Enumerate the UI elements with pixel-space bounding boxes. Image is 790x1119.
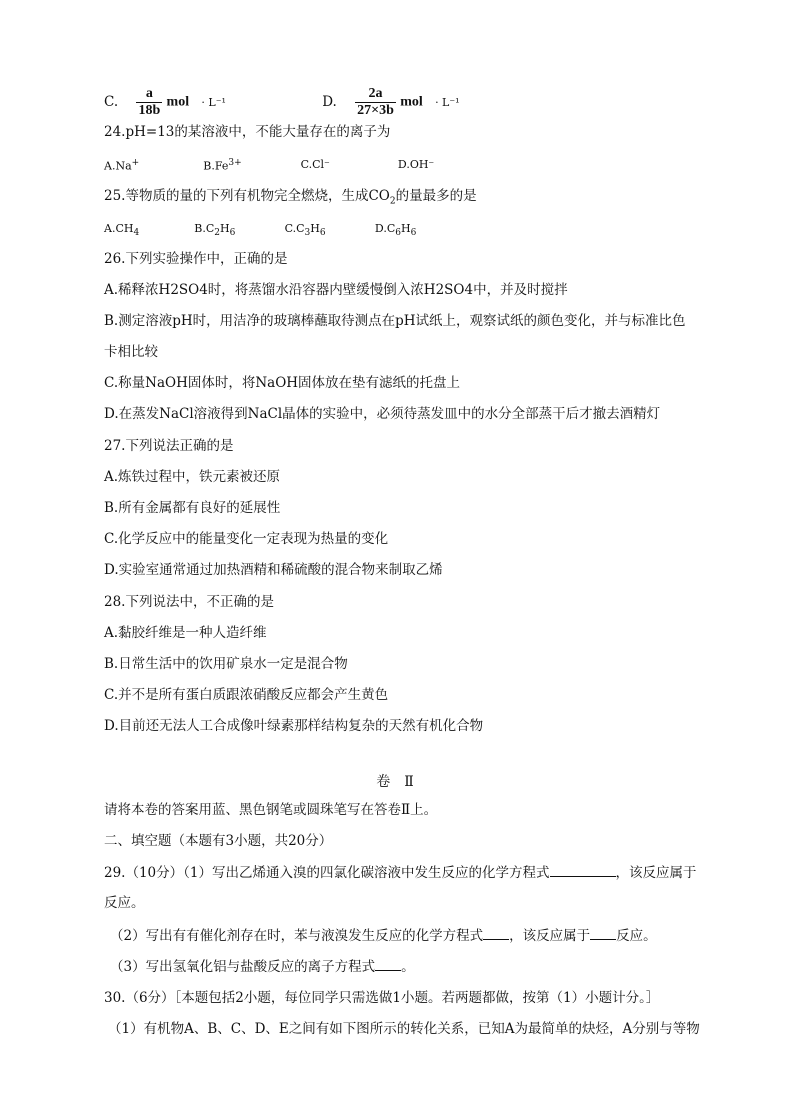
q29-line1 <box>104 862 697 883</box>
subscript: 6 <box>395 228 401 239</box>
unit-suffix: · L⁻¹ <box>435 95 460 109</box>
q26-stem: 26.下列实验操作中，正确的是 <box>104 251 288 267</box>
subscript: 2 <box>389 196 396 207</box>
q25-options <box>104 219 416 243</box>
q30-line2: （1）有机物A、B、C、D、E之间有如下图所示的转化关系，已知A为最简单的炔烃，A分别与等物 <box>108 1021 700 1037</box>
answer-blank[interactable] <box>590 925 616 940</box>
section-title: 卷 Ⅱ <box>376 774 414 790</box>
option-text: A.CH <box>104 222 134 235</box>
q27-option-d: D.实验室通常通过加热酒精和稀硫酸的混合物来制取乙烯 <box>104 562 443 578</box>
q28-option-c: C.并不是所有蛋白质跟浓硝酸反应都会产生黄色 <box>104 687 389 703</box>
q24-option-a <box>104 153 199 177</box>
question-text: ，该反应属于 <box>615 865 697 881</box>
part-heading: 二、填空题（本题有3小题，共20分） <box>104 833 333 849</box>
q27-stem: 27.下列说法正确的是 <box>104 438 234 454</box>
q23-option-d <box>322 86 459 119</box>
stem-text: 25.等物质的量的下列有机物完全燃烧，生成CO <box>104 188 390 204</box>
option-label: D. <box>322 94 337 110</box>
option-label: C. <box>104 94 119 110</box>
q25-option-d <box>375 219 416 243</box>
q27-option-a: A.炼铁过程中，铁元素被还原 <box>104 469 281 485</box>
question-text: （3）写出氢氧化铝与盐酸反应的离子方程式 <box>110 959 376 975</box>
question-text: 。 <box>401 959 415 975</box>
answer-blank[interactable] <box>483 925 509 940</box>
option-text: C.C <box>284 222 305 235</box>
q27-option-c: C.化学反应中的能量变化一定表现为热量的变化 <box>104 531 389 547</box>
subscript: 3 <box>304 228 311 239</box>
q25-option-c <box>285 219 371 243</box>
q29-line2: 反应。 <box>104 895 145 911</box>
section-instruction: 请将本卷的答案用蓝、黑色钢笔或圆珠笔写在答卷Ⅱ上。 <box>104 802 438 818</box>
unit: mol <box>400 94 423 110</box>
option-text: H <box>220 222 230 235</box>
denominator: 18b <box>138 103 161 118</box>
q28-option-b: B.日常生活中的饮用矿泉水一定是混合物 <box>104 656 348 672</box>
q28-stem: 28.下列说法中，不正确的是 <box>104 594 274 610</box>
q29-part3 <box>110 956 415 977</box>
q24-option-b <box>203 153 296 177</box>
superscript: 3+ <box>228 158 242 168</box>
option-text: D.C <box>374 222 396 235</box>
subscript: 6 <box>410 228 417 239</box>
q29-part2 <box>110 925 657 946</box>
superscript: + <box>131 158 140 168</box>
question-text: 29.（10分）（1）写出乙烯通入溴的四氯化碳溶液中发生反应的化学方程式 <box>104 865 550 881</box>
q26-option-a: A.稀释浓H2SO4时，将蒸馏水沿容器内壁缓慢倒入浓H2SO4中，并及时搅拌 <box>104 282 568 298</box>
subscript: 6 <box>229 228 236 239</box>
q26-option-b-cont: 卡相比较 <box>104 344 158 360</box>
q25-option-b <box>194 219 280 243</box>
option-text: B.C <box>194 222 215 235</box>
q26-option-b: B.测定溶液pH时，用洁净的玻璃棒蘸取待测点在pH试纸上，观察试纸的颜色变化，并与标准比色 <box>104 313 686 329</box>
q30-line1: 30.（6分）［本题包括2小题，每位同学只需选做1小题。若两题都做，按第（1）小题计分。］ <box>104 990 660 1006</box>
numerator: 2a <box>368 86 383 101</box>
fraction <box>355 86 396 119</box>
stem-text: 的量最多的是 <box>395 188 477 204</box>
q23-option-c <box>104 86 226 119</box>
unit: mol <box>166 94 190 110</box>
subscript: 2 <box>214 228 221 239</box>
option-text: H <box>310 222 320 235</box>
q26-option-d: D.在蒸发NaCl溶液得到NaCl晶体的实验中，必须待蒸发皿中的水分全部蒸干后才撤去酒精灯 <box>104 406 661 422</box>
q25-option-a <box>104 219 190 243</box>
question-text: ，该反应属于 <box>509 928 591 944</box>
fraction <box>136 86 162 119</box>
q24-option-c: C.Cl⁻ <box>300 157 330 171</box>
numerator: a <box>145 86 153 101</box>
q28-option-d: D.目前还无法人工合成像叶绿素那样结构复杂的天然有机化合物 <box>104 718 484 734</box>
q24-stem: 24.pH=13的某溶液中，不能大量存在的离子为 <box>104 124 391 140</box>
q26-option-c: C.称量NaOH固体时，将NaOH固体放在垫有滤纸的托盘上 <box>104 375 461 391</box>
option-text: A.Na <box>104 159 132 173</box>
subscript: 6 <box>319 228 326 239</box>
unit-suffix: · L⁻¹ <box>201 95 226 109</box>
q23-options <box>104 86 460 119</box>
denominator: 27×3b <box>357 103 394 118</box>
answer-blank[interactable] <box>375 956 401 971</box>
subscript: 4 <box>133 228 140 239</box>
option-text: H <box>400 222 411 235</box>
q27-option-b: B.所有金属都有良好的延展性 <box>104 500 281 516</box>
question-text: 反应。 <box>616 928 657 944</box>
q28-option-a: A.黏胶纤维是一种人造纤维 <box>104 625 267 641</box>
option-text: B.Fe <box>203 159 229 173</box>
q24-option-d: D.OH⁻ <box>397 157 435 171</box>
q25-stem <box>104 186 477 212</box>
answer-blank[interactable] <box>550 862 616 877</box>
question-text: （2）写出有有催化剂存在时，苯与液溴发生反应的化学方程式 <box>110 928 484 944</box>
q24-options <box>104 153 434 177</box>
